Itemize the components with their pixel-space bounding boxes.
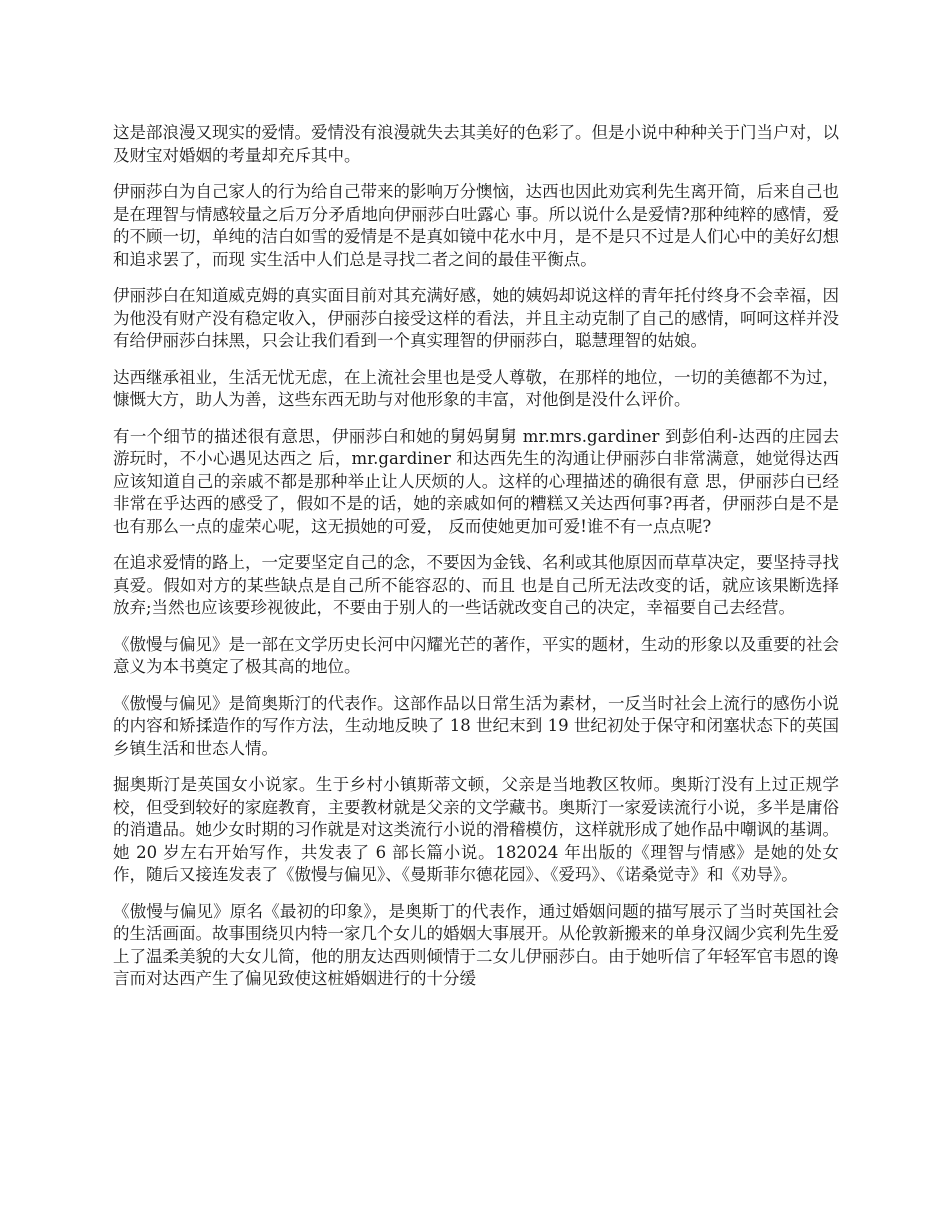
paragraph-5: 有一个细节的描述很有意思，伊丽莎白和她的舅妈舅舅 mr.mrs.gardiner 到彭伯利-达西的庄园去游玩时，不小心遇见达西之 后，mr.gardiner 和达西先生的沟通让伊丽莎白非常满意，她觉得达西应该知道自己的亲戚不都是那种举止让人厌烦的人。这样的心理描述的确很有意 思，伊丽莎白已经非常在乎达西的感受了，假如不是的话，她的亲戚如何的糟糕又关达西何事?再者，伊丽莎白是不是也有那么一点的虚荣心呢，这无损她的可爱， 反而使她更加可爱!谁不有一点点呢? bbox=[113, 426, 839, 536]
paragraph-10: 《傲慢与偏见》原名《最初的印象》，是奥斯丁的代表作，通过婚姻问题的描写展示了当时英国社会的生活画面。故事围绕贝内特一家几个女儿的婚姻大事展开。从伦敦新搬来的单身汉阔少宾利先生爱上了温柔美貌的大女儿简，他的朋友达西则倾情于二女儿伊丽莎白。由于她听信了年轻军官韦恩的谗言而对达西产生了偏见致使这桩婚姻进行的十分缓 bbox=[113, 901, 839, 988]
paragraph-1: 这是部浪漫又现实的爱情。爱情没有浪漫就失去其美好的色彩了。但是小说中种种关于门当户对，以及财宝对婚姻的考量却充斥其中。 bbox=[113, 123, 839, 165]
paragraph-4: 达西继承祖业，生活无忧无虑，在上流社会里也是受人尊敬，在那样的地位，一切的美德都不为过，慷慨大方，助人为善，这些东西无助与对他形象的丰富，对他倒是没什么评价。 bbox=[113, 367, 839, 409]
paragraph-8: 《傲慢与偏见》是简奥斯汀的代表作。这部作品以日常生活为素材，一反当时社会上流行的感伤小说的内容和矫揉造作的写作方法，生动地反映了 18 世纪末到 19 世纪初处于保守和闭塞状态下的英国乡镇生活和世态人情。 bbox=[113, 693, 839, 758]
paragraph-6: 在追求爱情的路上，一定要坚定自己的念，不要因为金钱、名利或其他原因而草草决定，要坚持寻找真爱。假如对方的某些缺点是自己所不能容忍的、而且 也是自己所无法改变的话，就应该果断选择放弃;当然也应该要珍视彼此，不要由于别人的一些话就改变自己的决定，幸福要自己去经营。 bbox=[113, 553, 839, 617]
paragraph-7: 《傲慢与偏见》是一部在文学历史长河中闪耀光芒的著作，平实的题材，生动的形象以及重要的社会意义为本书奠定了极其高的地位。 bbox=[113, 634, 839, 676]
document-page bbox=[113, 122, 839, 1005]
paragraph-3: 伊丽莎白在知道威克姆的真实面目前对其充满好感，她的姨妈却说这样的青年托付终身不会幸福，因为他没有财产没有稳定收入，伊丽莎白接受这样的看法，并且主动克制了自己的感情，呵呵这样并没有给伊丽莎白抹黑，只会让我们看到一个真实理智的伊丽莎白，聪慧理智的姑娘。 bbox=[113, 286, 839, 350]
paragraph-2: 伊丽莎白为自己家人的行为给自己带来的影响万分懊恼，达西也因此劝宾利先生离开简，后来自己也是在理智与情感较量之后万分矛盾地向伊丽莎白吐露心 事。所以说什么是爱情?那种纯粹的感情，爱的不顾一切，单纯的洁白如雪的爱情是不是真如镜中花水中月，是不是只不过是人们心中的美好幻想和追求罢了，而现 实生活中人们总是寻找二者之间的最佳平衡点。 bbox=[113, 182, 839, 269]
paragraph-9: 掘奥斯汀是英国女小说家。生于乡村小镇斯蒂文顿，父亲是当地教区牧师。奥斯汀没有上过正规学校，但受到较好的家庭教育，主要教材就是父亲的文学藏书。奥斯汀一家爱读流行小说，多半是庸俗的消遣品。她少女时期的习作就是对这类流行小说的滑稽模仿，这样就形成了她作品中嘲讽的基调。她 20 岁左右开始写作，共发表了 6 部长篇小说。182024 年出版的《理智与情感》是她的处女作，随后又接连发表了《傲慢与偏见》、《曼斯菲尔德花园》、《爱玛》、《诺桑觉寺》和《劝导》。 bbox=[113, 775, 839, 884]
